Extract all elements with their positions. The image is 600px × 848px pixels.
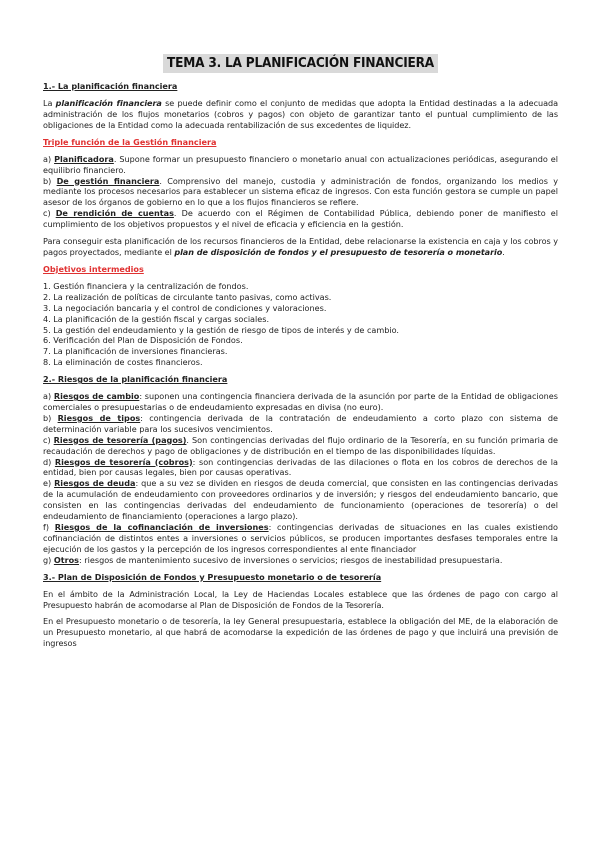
risk-item: f) Riesgos de la cofinanciación de inversiones: contingencias derivadas de situaciones en las cuales existiendo cofinanciación de distintos entes a inversiones o servicios públicos, se producen importantes desfases temporales entre la ejecución de los gastos y la percepción de los ingresos correspondientes al ente financiador	[43, 522, 558, 554]
plan-disposicion-paragraph: Para conseguir esta planificación de los recursos financieros de la Entidad, debe relacionarse la existencia en caja y los cobros y pagos proyectados, mediante el plan de disposición de fondos y el presupuesto de tesorería o monetario.	[43, 236, 558, 257]
objective-item: 1. Gestión financiera y la centralización de fondos.	[43, 280, 249, 291]
objective-item: 2. La realización de políticas de circulante tanto pasivas, como activas.	[43, 291, 332, 302]
function-item: b) De gestión financiera. Comprensivo del manejo, custodia y administración de fondos, organizando los medios y mediante los procesos necesarios para establecer un sistema eficaz de ingresos. Con esta función gestora se cumple un papel asesor de los órganos de gobierno en lo que a los flujos financieros se refiere.	[43, 175, 558, 208]
triple-function-heading: Triple función de la Gestión financiera	[43, 136, 217, 147]
section-2-heading: 2.- Riesgos de la planificación financiera	[43, 374, 228, 385]
risks-list	[43, 391, 558, 566]
section-1-heading: 1.- La planificación financiera	[43, 81, 178, 91]
document-page	[43, 52, 558, 655]
page-title: TEMA 3. LA PLANIFICACIÓN FINANCIERA	[163, 54, 438, 73]
objective-item: 6. Verificación del Plan de Disposición de Fondos.	[43, 335, 243, 346]
objectives-heading: Objetivos intermedios	[43, 263, 144, 274]
risk-item: d) Riesgos de tesorería (cobros): son contingencias derivadas de las dilaciones o flota en los cobros de derechos de la entidad, bien por causas legales, bien por causas operativas.	[43, 456, 558, 478]
function-item: c) De rendición de cuentas. De acuerdo con el Régimen de Contabilidad Pública, debiendo poner de manifiesto el cumplimiento de los objetivos propuestos y el nivel de eficacia y eficiencia en la gestión.	[43, 208, 559, 230]
risk-item: b) Riesgos de tipos: contingencia derivada de la contratación de endeudamiento a corto plazo con sistema de determinación variable para los sucesivos vencimientos.	[43, 412, 558, 434]
objectives-list	[43, 281, 558, 368]
objective-item: 5. La gestión del endeudamiento y la gestión de riesgo de tipos de interés y de cambio.	[43, 324, 400, 335]
objective-item: 7. La planificación de inversiones financieras.	[43, 346, 228, 357]
objective-item: 8. La eliminación de costes financieros.	[43, 357, 203, 368]
risk-item: g) Otros: riesgos de mantenimiento sucesivo de inversiones o servicios; riesgos de inestabilidad presupuestaria.	[43, 554, 503, 565]
section-3-heading: 3.- Plan de Disposición de Fondos y Presupuesto monetario o de tesorería	[43, 571, 382, 582]
risk-item: e) Riesgos de deuda: que a su vez se dividen en riesgos de deuda comercial, que consisten en las contingencias derivadas de la acumulación de endeudamiento con proveedores ordinarios y de inversión; y riesgos del endeudamiento bancario, que consisten en las contingencias derivadas del endeudamiento de funcionamiento (operaciones de tesorería) o del endeudamiento de financiamiento (operaciones a largo plazo).	[43, 478, 558, 522]
function-item: a) Planificadora. Supone formar un presupuesto financiero o monetario anual con actualizaciones periódicas, asegurando el equilibrio financiero.	[43, 153, 558, 175]
objective-item: 3. La negociación bancaria y el control de condiciones y valoraciones.	[43, 302, 327, 313]
risk-item: c) Riesgos de tesorería (pagos). Son contingencias derivadas del flujo ordinario de la Tesorería, en su función primaria de recaudación de derechos y pago de obligaciones y de distribución en el tiempo de las disponibilidades líquidas.	[43, 434, 559, 456]
functions-list	[43, 154, 558, 230]
section-3-paragraph-2: En el Presupuesto monetario o de tesorería, la ley General presupuestaria, establece la obligación del ME, de la elaboración de un Presupuesto monetario, al que habrá de acomodarse la expedición de las órdenes de pago y que incluirá una previsión de ingresos	[43, 616, 558, 649]
planificacion-term: planificación financiera	[55, 98, 162, 108]
section-3-paragraph-1: En el ámbito de la Administración Local, la Ley de Haciendas Locales establece que las órdenes de pago con cargo al Presupuesto habrán de acomodarse al Plan de Disposición de Fondos de la Tesorería.	[43, 588, 558, 610]
risk-item: a) Riesgos de cambio: suponen una contingencia financiera derivada de la asunción por parte de la Entidad de obligaciones comerciales o presupuestarias o de endeudamiento expresadas en divisa (no euro).	[43, 391, 558, 413]
objective-item: 4. La planificación de la gestión fiscal y cargas sociales.	[43, 313, 270, 324]
planificacion-definition: La planificación financiera se puede definir como el conjunto de medidas que adopta la Entidad destinadas a la adecuada administración de los flujos monetarios (cobros y pagos) con objeto de garantizar tanto el puntual cumplimiento de las obligaciones de la Entidad como la adecuada rentabilización de sus excedentes de liquidez.	[43, 98, 558, 130]
